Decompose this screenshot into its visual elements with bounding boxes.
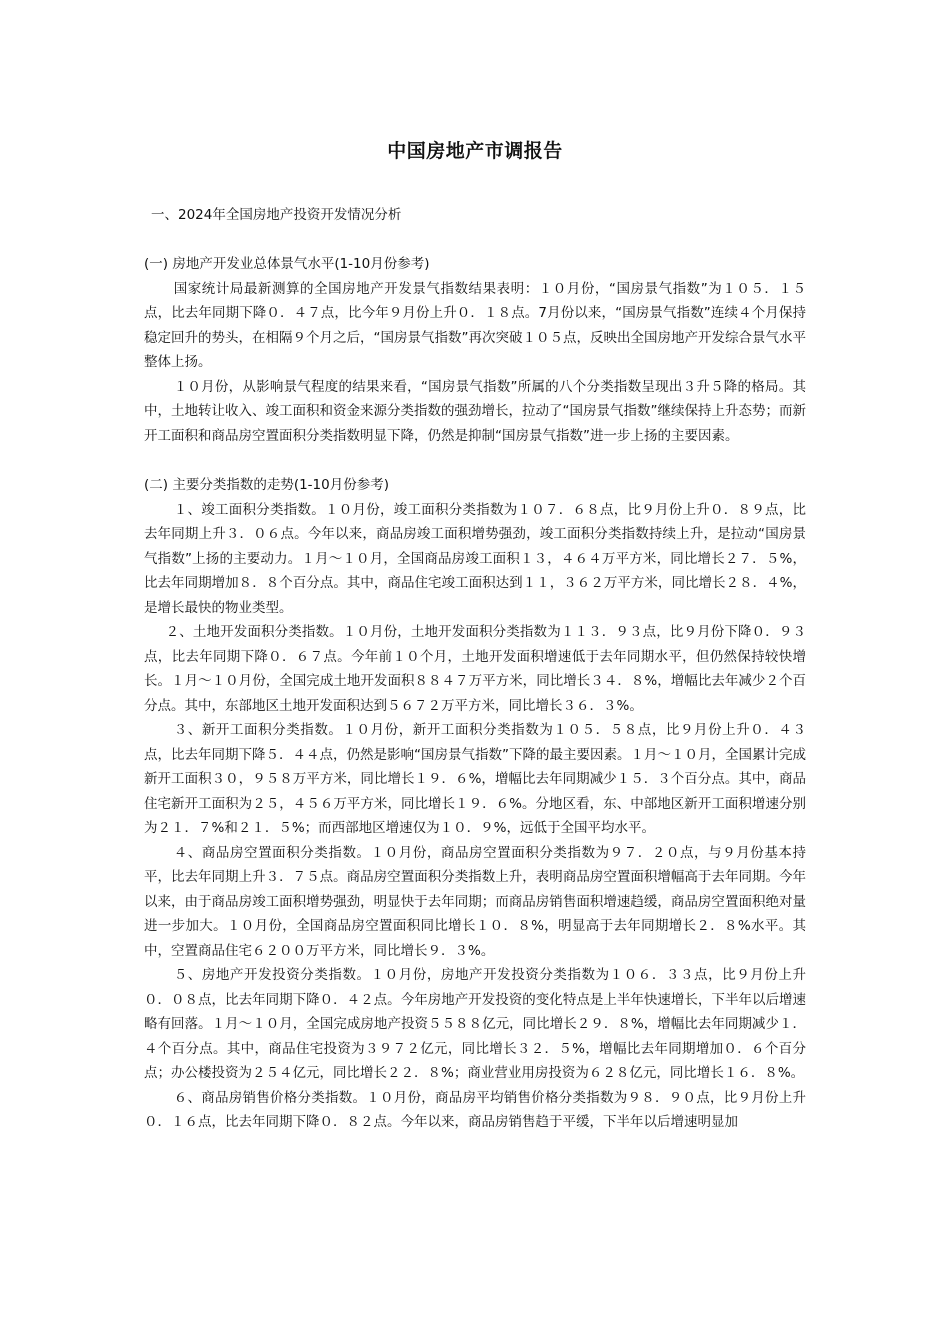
document-body [144, 252, 806, 1135]
list-item: ２、土地开发面积分类指数。１０月份，土地开发面积分类指数为１１３．９３点，比９月份下降０．９３点，比去年同期下降０．６７点。今年前１０个月，土地开发面积增速低于去年同期水平，但仍然保持较快增长。１月～１０月份，全国完成土地开发面积８８４７万平方米，同比增长３４．８%，增幅比去年减少２个百分点。其中，东部地区土地开发面积达到５６７２万平方米，同比增长３６．３%。 [144, 624, 806, 714]
list-item: ６、商品房销售价格分类指数。１０月份，商品房平均销售价格分类指数为９８．９０点，比９月份上升０．１６点，比去年同期下降０．８２点。今年以来，商品房销售趋于平缓，下半年以后增速明显加 [144, 1089, 806, 1130]
paragraph: 国家统计局最新测算的全国房地产开发景气指数结果表明：１０月份，“国房景气指数”为１０５．１５点，比去年同期下降０．４７点，比今年９月份上升０．１８点。7月份以来，“国房景气指数”连续４个月保持稳定回升的势头，在相隔９个月之后，“国房景气指数”再次突破１０５点，反映出全国房地产开发综合景气水平整体上扬。 [144, 280, 806, 370]
list-item: １、竣工面积分类指数。１０月份，竣工面积分类指数为１０７．６８点，比９月份上升０．８９点，比去年同期上升３．０６点。今年以来，商品房竣工面积增势强劲，竣工面积分类指数持续上升，是拉动“国房景气指数”上扬的主要动力。１月～１０月，全国商品房竣工面积１３，４６４万平方米，同比增长２７．５%，比去年同期增加８．８个百分点。其中，商品住宅竣工面积达到１１，３６２万平方米，同比增长２８．４%，是增长最快的物业类型。 [144, 501, 806, 616]
list-item: ４、商品房空置面积分类指数。１０月份，商品房空置面积分类指数为９７．２０点，与９月份基本持平，比去年同期上升３．７５点。商品房空置面积分类指数上升，表明商品房空置面积增幅高于去年同期。今年以来，由于商品房竣工面积增势强劲，明显快于去年同期；而商品房销售面积增速趋缓，商品房空置面积绝对量进一步加大。１０月份，全国商品房空置面积同比增长１０．８%，明显高于去年同期增长２．８%水平。其中，空置商品住宅６２００万平方米，同比增长９．３%。 [144, 844, 806, 959]
spacer [144, 448, 806, 473]
section-heading: 一、2024年全国房地产投资开发情况分析 [151, 207, 402, 223]
page-title: 中国房地产市调报告 [387, 140, 563, 162]
list-item: ５、房地产开发投资分类指数。１０月份，房地产开发投资分类指数为１０６．３３点，比９月份上升０．０８点，比去年同期下降０．４２点。今年房地产开发投资的变化特点是上半年快速增长，下半年以后增速略有回落。１月～１０月，全国完成房地产投资５５８８亿元，同比增长２９．８%，增幅比去年同期减少１．４个百分点。其中，商品住宅投资为３９７２亿元，同比增长３２．５%，增幅比去年同期增加０．６个百分点；办公楼投资为２５４亿元，同比增长２２．８%；商业营业用房投资为６２８亿元，同比增长１６．８%。 [144, 967, 806, 1081]
subsection-heading-2: (二) 主要分类指数的走势(1-10月份参考) [144, 477, 389, 493]
list-item: ３、新开工面积分类指数。１０月份，新开工面积分类指数为１０５．５８点，比９月份上升０．４３点，比去年同期下降５．４４点，仍然是影响“国房景气指数”下降的最主要因素。１月～１０月，全国累计完成新开工面积３０，９５８万平方米，同比增长１９．６%，增幅比去年同期减少１５．３个百分点。其中，商品住宅新开工面积为２５，４５６万平方米，同比增长１９．６%。分地区看，东、中部地区新开工面积增速分别为２１．７%和２１．５%；而西部地区增速仅为１０．９%，远低于全国平均水平。 [144, 722, 806, 836]
paragraph: １０月份，从影响景气程度的结果来看，“国房景气指数”所属的八个分类指数呈现出３升５降的格局。其中，土地转让收入、竣工面积和资金来源分类指数的强劲增长，拉动了“国房景气指数”继续保持上升态势；而新开工面积和商品房空置面积分类指数明显下降，仍然是抑制“国房景气指数”进一步上扬的主要因素。 [144, 378, 806, 444]
subsection-heading-1: (一) 房地产开发业总体景气水平(1-10月份参考) [144, 256, 430, 272]
